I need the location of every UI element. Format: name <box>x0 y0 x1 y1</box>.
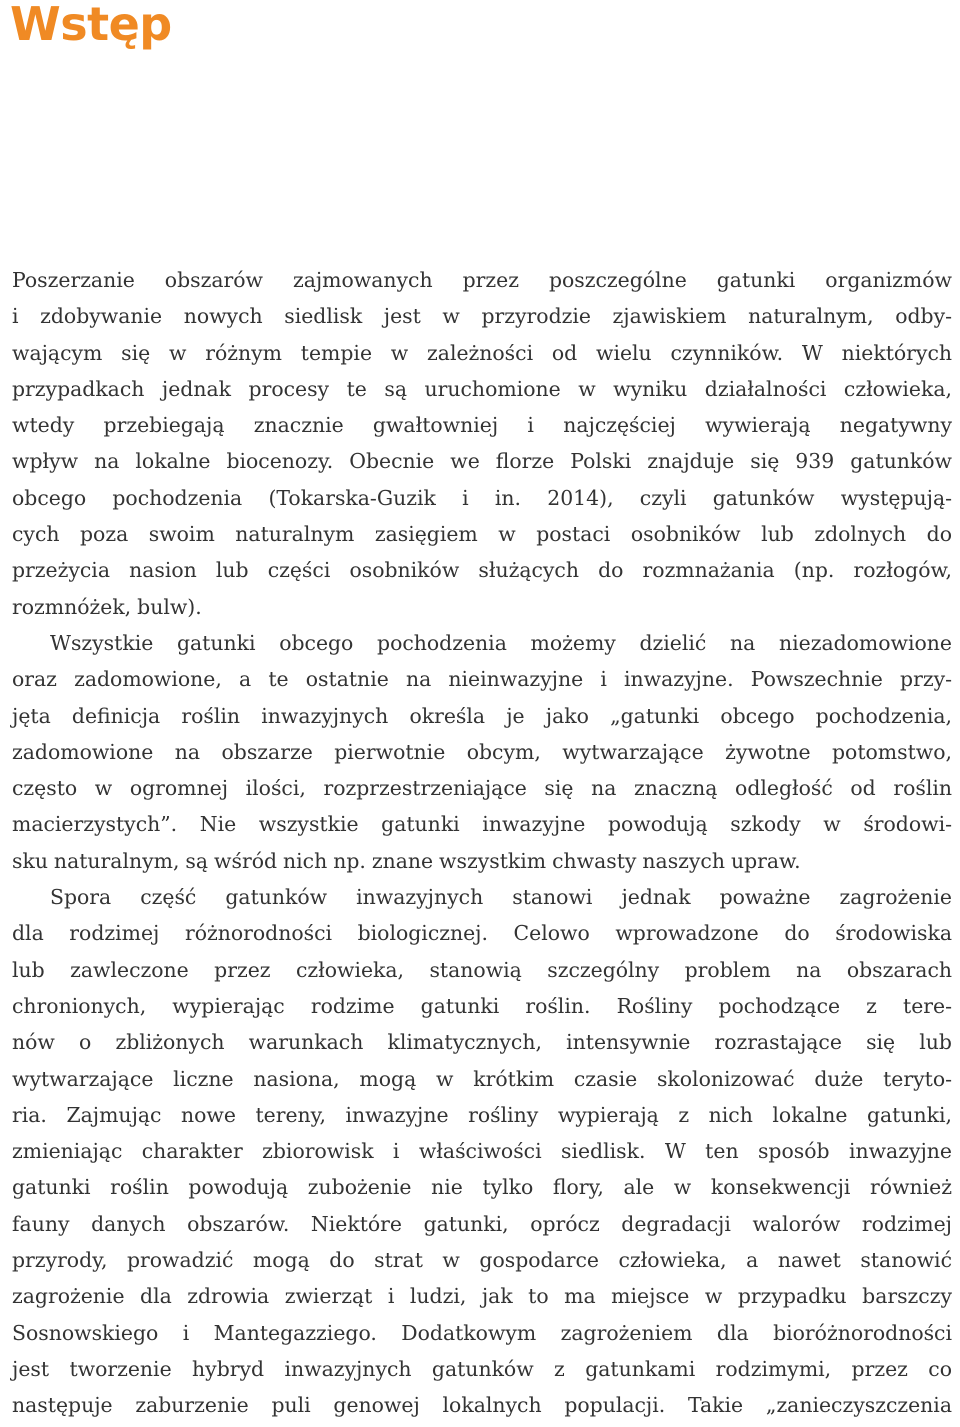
text-line: następuje zaburzenie puli genowej lokalnych populacji. Takie „zanieczyszczenia <box>12 1393 952 1418</box>
text-line: przypadkach jednak procesy te są uruchomione w wyniku działalności człowieka, <box>12 376 952 401</box>
text-line: zagrożenie dla zdrowia zwierząt i ludzi, jak to ma miejsce w przypadku barszczy <box>12 1284 952 1309</box>
text-line: jest tworzenie hybryd inwazyjnych gatunków z gatunkami rodzimymi, przez co <box>12 1356 952 1381</box>
text-line: rozmnóżek, bulw). <box>12 594 202 619</box>
text-line: i zdobywanie nowych siedlisk jest w przyrodzie zjawiskiem naturalnym, odby- <box>12 304 952 329</box>
text-line: Poszerzanie obszarów zajmowanych przez poszczególne gatunki organizmów <box>12 268 952 292</box>
text-line: obcego pochodzenia (Tokarska-Guzik i in. 2014), czyli gatunków występują- <box>12 485 952 510</box>
text-line: często w ogromnej ilości, rozprzestrzeniające się na znaczną odległość od roślin <box>12 776 952 801</box>
text-line: przyrody, prowadzić mogą do strat w gospodarce człowieka, a nawet stanowić <box>12 1248 952 1273</box>
text-line: cych poza swoim naturalnym zasięgiem w postaci osobników lub zdolnych do <box>12 522 952 547</box>
text-line: wającym się w różnym tempie w zależności od wielu czynników. W niektórych <box>12 340 952 365</box>
body-text <box>12 262 952 1424</box>
text-line: Sosnowskiego i Mantegazziego. Dodatkowym zagrożeniem dla bioróżnorodności <box>12 1320 952 1345</box>
text-line: Wszystkie gatunki obcego pochodzenia możemy dzielić na niezadomowione <box>50 630 952 655</box>
text-line: przeżycia nasion lub części osobników służących do rozmnażania (np. rozłogów, <box>12 558 952 583</box>
text-line: chronionych, wypierając rodzime gatunki roślin. Rośliny pochodzące z tere- <box>12 993 952 1018</box>
text-line: jęta definicja roślin inwazyjnych określa je jako „gatunki obcego pochodzenia, <box>12 703 952 728</box>
text-line: gatunki roślin powodują zubożenie nie tylko flory, ale w konsekwencji również <box>12 1175 952 1200</box>
text-line: Spora część gatunków inwazyjnych stanowi jednak poważne zagrożenie <box>50 885 952 910</box>
text-line: nów o zbliżonych warunkach klimatycznych, intensywnie rozrastające się lub <box>12 1030 952 1055</box>
text-line: wpływ na lokalne biocenozy. Obecnie we florze Polski znajduje się 939 gatunków <box>12 449 952 474</box>
text-line: sku naturalnym, są wśród nich np. znane wszystkim chwasty naszych upraw. <box>12 848 801 873</box>
page-title: Wstęp <box>10 0 172 51</box>
text-line: macierzystych”. Nie wszystkie gatunki inwazyjne powodują szkody w środowi- <box>12 812 952 837</box>
text-line: ria. Zajmując nowe tereny, inwazyjne rośliny wypierają z nich lokalne gatunki, <box>12 1102 952 1127</box>
text-line: wtedy przebiegają znacznie gwałtowniej i najczęściej wywierają negatywny <box>12 413 952 438</box>
text-line: wytwarzające liczne nasiona, mogą w krótkim czasie skolonizować duże teryto- <box>12 1066 952 1091</box>
text-line: lub zawleczone przez człowieka, stanowią szczególny problem na obszarach <box>12 957 952 982</box>
text-line: zmieniając charakter zbiorowisk i właściwości siedlisk. W ten sposób inwazyjne <box>12 1139 952 1164</box>
text-line: fauny danych obszarów. Niektóre gatunki, oprócz degradacji walorów rodzimej <box>12 1211 952 1236</box>
text-line: oraz zadomowione, a te ostatnie na nieinwazyjne i inwazyjne. Powszechnie przy- <box>12 667 952 692</box>
text-line: zadomowione na obszarze pierwotnie obcym, wytwarzające żywotne potomstwo, <box>12 739 952 764</box>
text-line: dla rodzimej różnorodności biologicznej. Celowo wprowadzone do środowiska <box>12 921 952 946</box>
